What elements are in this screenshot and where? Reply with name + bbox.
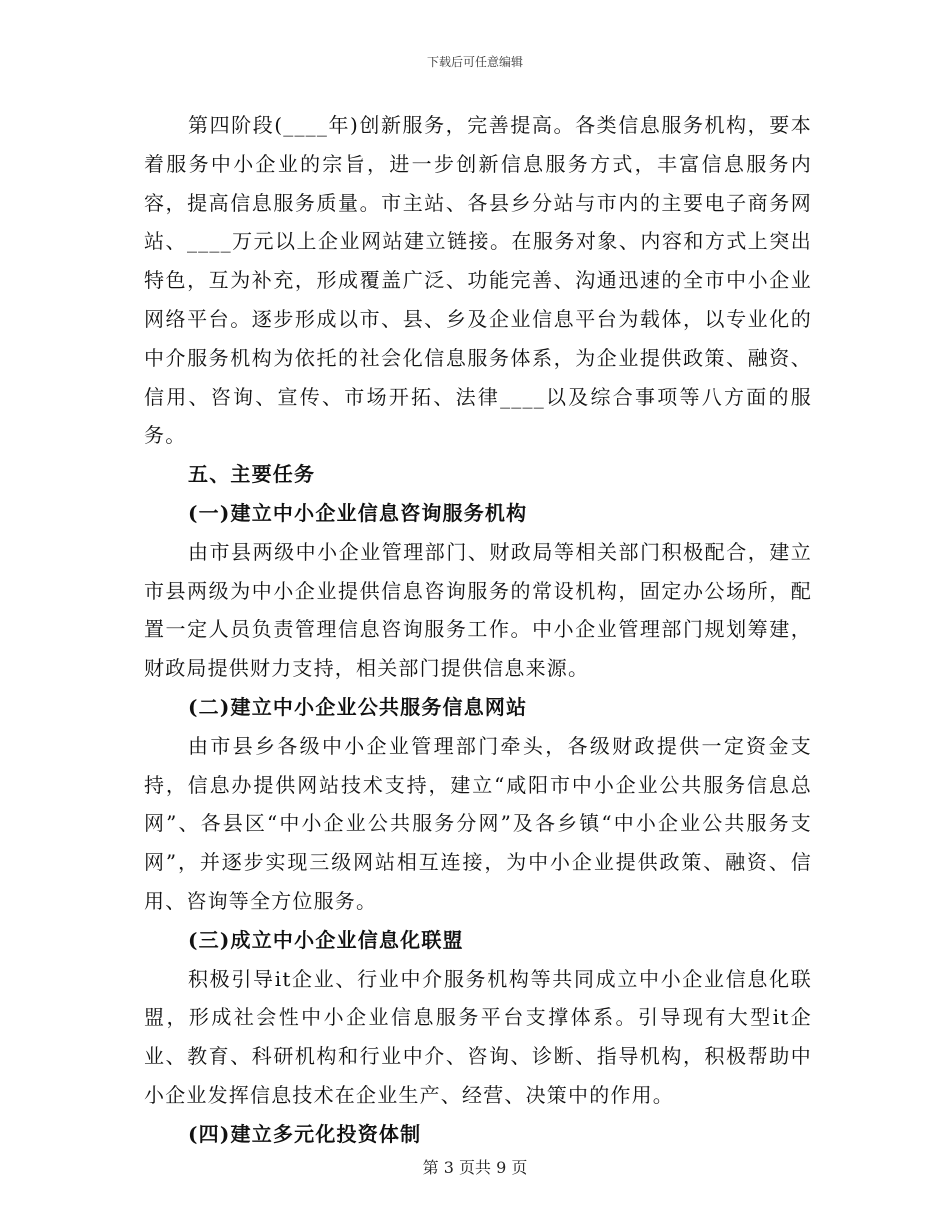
paragraph-stage-four: 第四阶段(____年)创新服务，完善提高。各类信息服务机构，要本着服务中小企业的宗旨，进一步创新信息服务方式，丰富信息服务内容，提高信息服务质量。市主站、各县乡分站与市内的主要电子商务网站、____万元以上企业网站建立链接。在服务对象、内容和方式上突出特色，互为补充，形成覆盖广泛、功能完善、沟通迅速的全市中小企业网络平台。逐步形成以市、县、乡及企业信息平台为载体，以专业化的中介服务机构为依托的社会化信息服务体系，为企业提供政策、融资、信用、咨询、宣传、市场开拓、法律____以及综合事项等八方面的服务。 (144, 113, 812, 448)
subheading-alliance: (三)成立中小企业信息化联盟 (188, 927, 464, 952)
paragraph-alliance: 积极引导it企业、行业中介服务机构等共同成立中小企业信息化联盟，形成社会性中小企业信息服务平台支撑体系。引导现有大型it企业、教育、科研机构和行业中介、咨询、诊断、指导机构，积极帮助中小企业发挥信息技术在企业生产、经营、决策中的作用。 (144, 966, 812, 1107)
paragraph-public-website: 由市县乡各级中小企业管理部门牵头，各级财政提供一定资金支持，信息办提供网站技术支持，建立“咸阳市中小企业公共服务信息总网”、各县区“中小企业公共服务分网”及各乡镇“中小企业公共服务支网”，并逐步实现三级网站相互连接，为中小企业提供政策、融资、信用、咨询等全方位服务。 (144, 733, 812, 913)
page-header: 下载后可任意编辑 (426, 55, 523, 69)
subheading-investment: (四)建立多元化投资体制 (188, 1121, 422, 1146)
section-heading-main-tasks: 五、主要任务 (188, 462, 316, 487)
document-body (144, 106, 812, 1154)
page-footer: 第 3 页共 9 页 (422, 1158, 528, 1177)
paragraph-consulting-agency: 由市县两级中小企业管理部门、财政局等相关部门积极配合，建立市县两级为中小企业提供信息咨询服务的常设机构，固定办公场所，配置一定人员负责管理信息咨询服务工作。中小企业管理部门规划筹建，财政局提供财力支持，相关部门提供信息来源。 (144, 539, 812, 681)
subheading-public-website: (二)建立中小企业公共服务信息网站 (188, 694, 528, 719)
subheading-consulting-agency: (一)建立中小企业信息咨询服务机构 (188, 500, 528, 525)
